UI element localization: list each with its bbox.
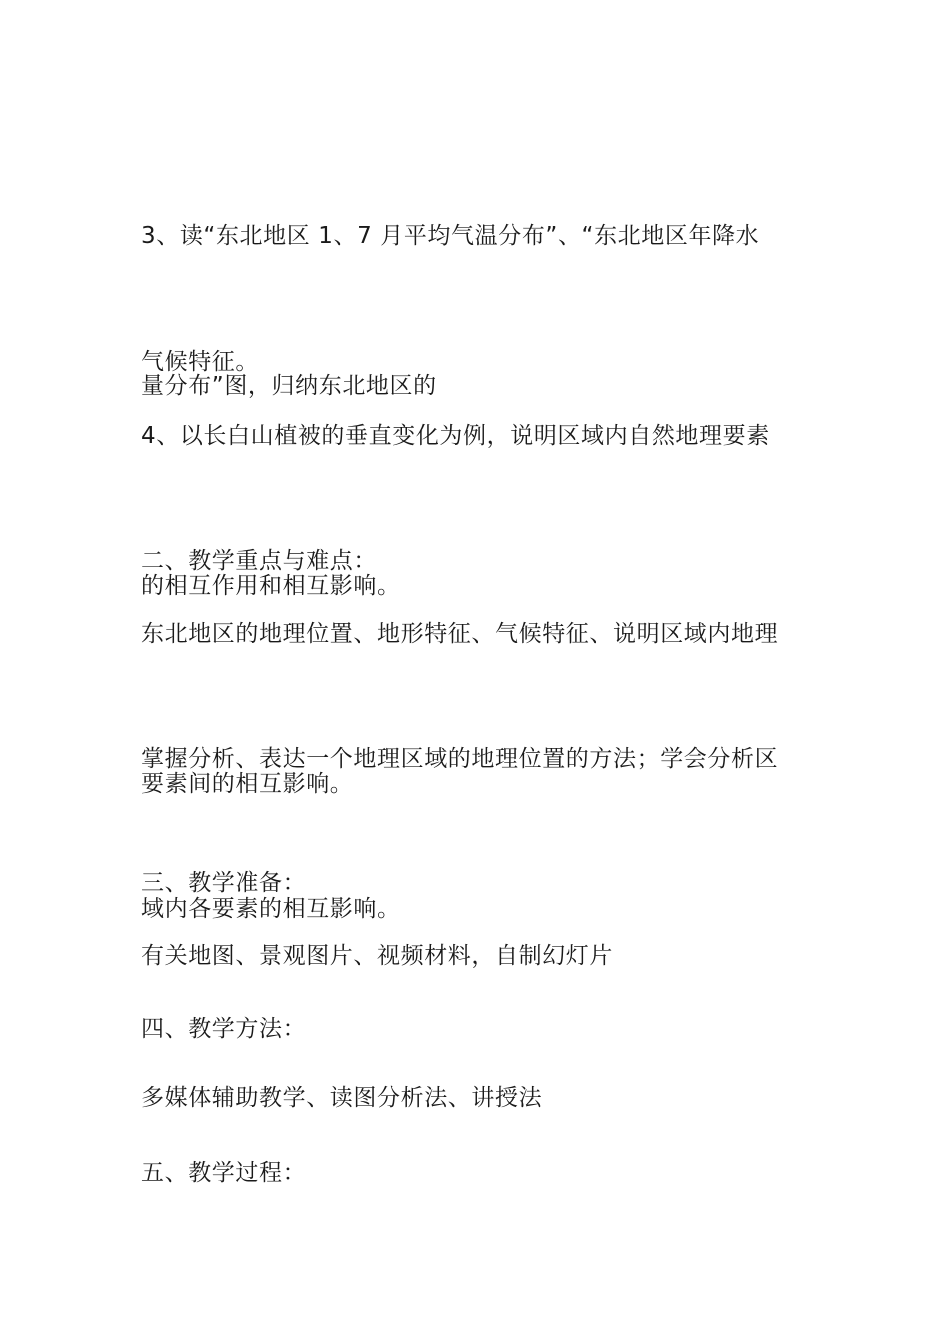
heading-line: 四、教学方法： (141, 1016, 307, 1042)
paragraph-line: 的相互作用和相互影响。 (141, 573, 401, 599)
paragraph-line: 气候特征。 (141, 349, 259, 375)
paragraph-line: 量分布”图，归纳东北地区的 (141, 373, 437, 399)
section-heading-process (141, 1048, 809, 1298)
heading-line: 五、教学过程： (141, 1160, 307, 1186)
paragraph-line: 有关地图、景观图片、视频材料，自制幻灯片 (141, 943, 613, 969)
paragraph-line: 4、以长白山植被的垂直变化为例，说明区域内自然地理要素 (141, 423, 770, 449)
paragraph-line: 掌握分析、表达一个地理区域的地理位置的方法；学会分析区 (141, 746, 779, 772)
paragraph-line: 3、读“东北地区 1、7 月平均气温分布”、“东北地区年降水 (141, 223, 760, 249)
paragraph-line: 多媒体辅助教学、读图分析法、讲授法 (141, 1085, 543, 1111)
heading-line: 三、教学准备： (141, 870, 307, 896)
heading-line: 二、教学重点与难点： (141, 548, 377, 574)
paragraph-line: 域内各要素的相互影响。 (141, 896, 401, 922)
paragraph-line: 要素间的相互影响。 (141, 771, 354, 797)
paragraph-line: 东北地区的地理位置、地形特征、气候特征、说明区域内地理 (141, 621, 779, 647)
